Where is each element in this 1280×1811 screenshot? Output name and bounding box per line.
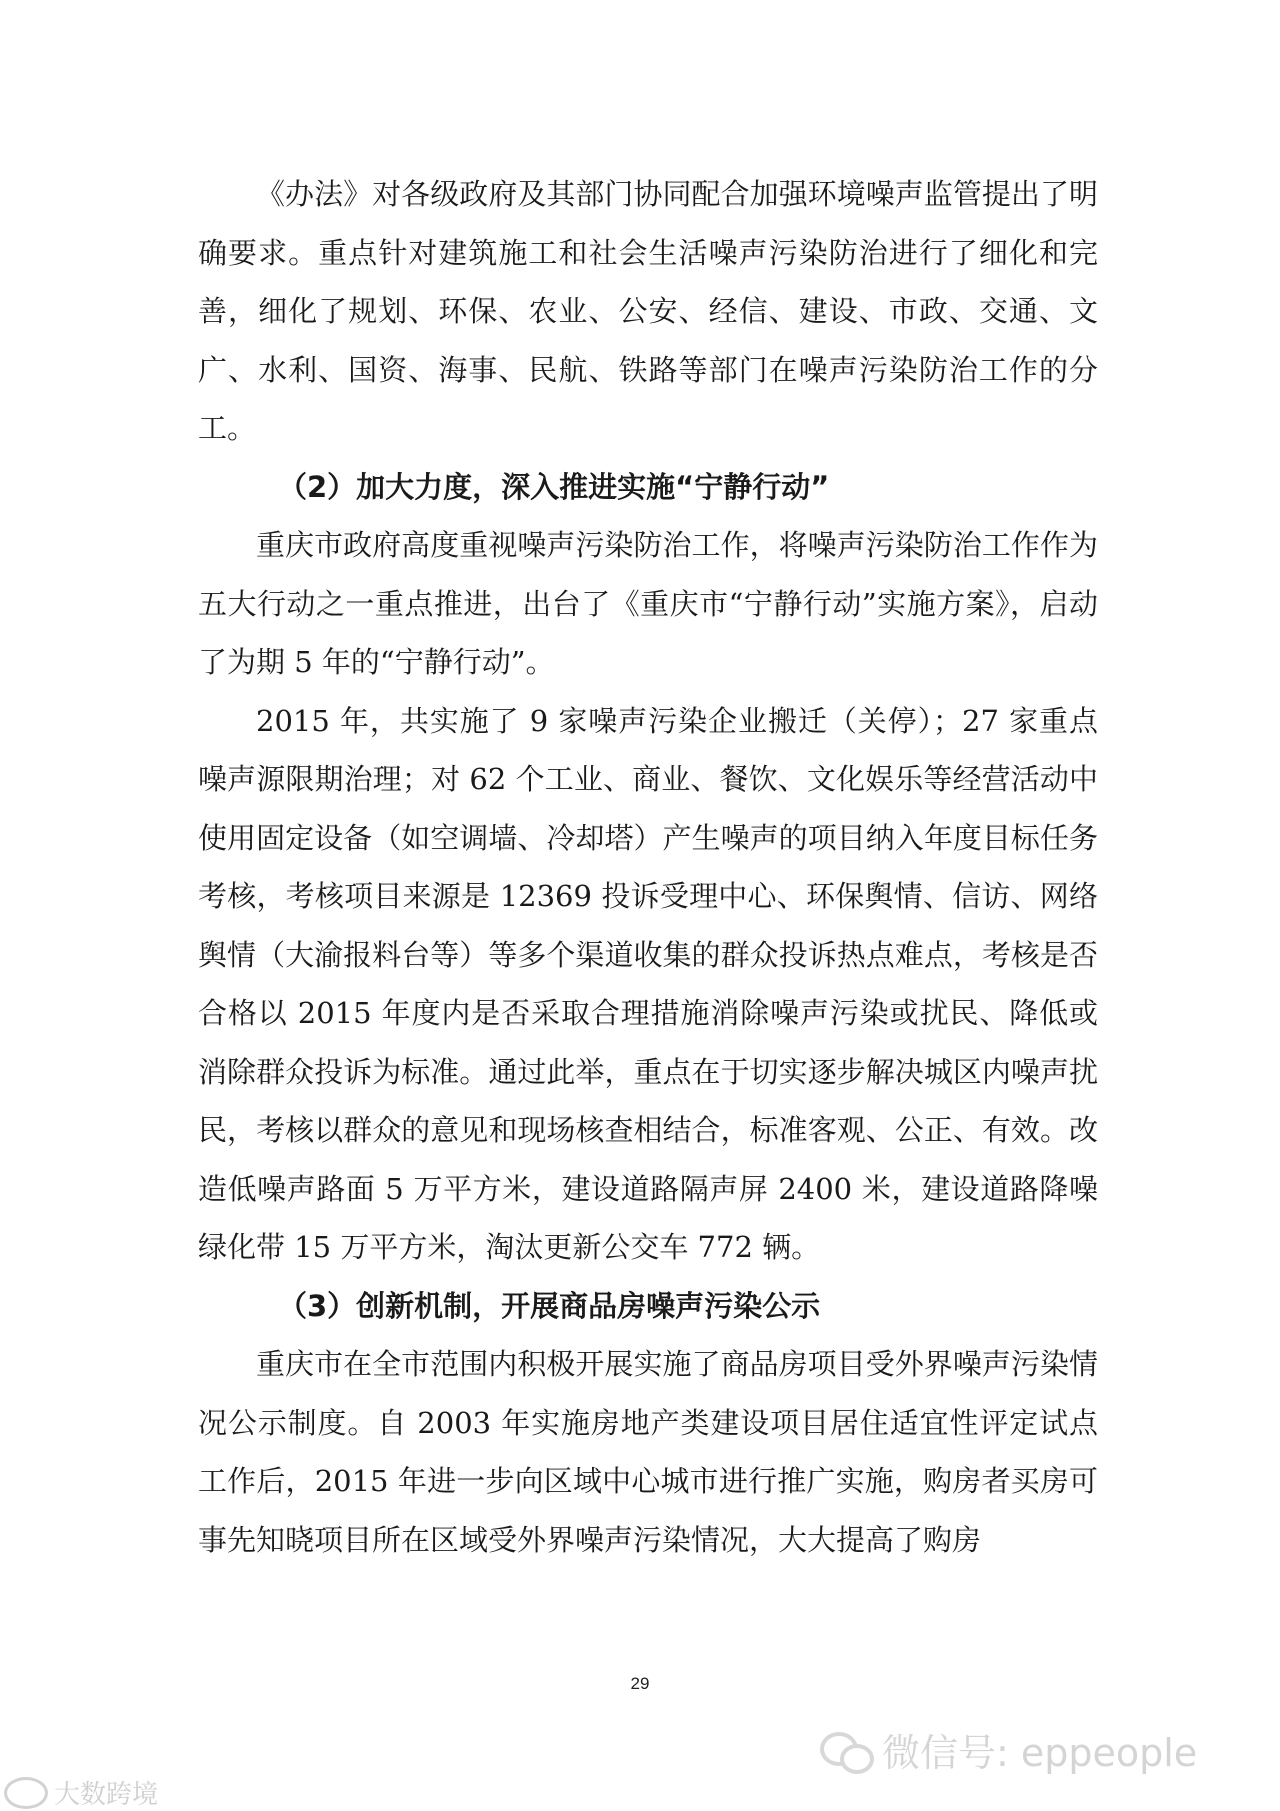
wechat-watermark bbox=[820, 1722, 1197, 1777]
paragraph-quiet-action: 重庆市政府高度重视噪声污染防治工作，将噪声污染防治工作作为五大行动之一重点推进，出台了《重庆市“宁静行动”实施方案》，启动了为期 5 年的“宁静行动”。 bbox=[198, 528, 1098, 679]
brand-text: 大数跨境 bbox=[54, 1780, 159, 1810]
wechat-logo-icon bbox=[820, 1730, 872, 1770]
paragraph-2015-results: 2015 年，共实施了 9 家噪声污染企业搬迁（关停）；27 家重点噪声源限期治理；对 62 个工业、商业、餐饮、文化娱乐等经营活动中使用固定设备（如空调墙、冷却塔）产生噪声的项目纳入年度目标任务考核，考核项目来源是 12369 投诉受理中心、环保舆情、信访、网络舆情（大渝报料台等）等多个渠道收集的群众投诉热点难点，考核是否合格以 2015 年度内是否采取合理措施消除噪声污染或扰民、降低或消除群众投诉为标准。通过此举，重点在于切实逐步解决城区内噪声扰民，考核以群众的意见和现场核查相结合，标准客观、公正、有效。改造低噪声路面 5 万平方米，建设道路隔声屏 2400 米，建设道路降噪绿化带 15 万平方米，淘汰更新公交车 772 辆。 bbox=[198, 703, 1098, 1264]
document-body bbox=[198, 165, 1098, 1569]
paragraph-measures: 《办法》对各级政府及其部门协同配合加强环境噪声监管提出了明确要求。重点针对建筑施工和社会生活噪声污染防治进行了细化和完善，细化了规划、环保、农业、公安、经信、建设、市政、交通、文广、水利、国资、海事、民航、铁路等部门在噪声污染防治工作的分工。 bbox=[198, 177, 1098, 445]
section-heading-2: （2）加大力度，深入推进实施“宁静行动” bbox=[278, 469, 830, 504]
section-heading-3: （3）创新机制，开展商品房噪声污染公示 bbox=[278, 1288, 821, 1323]
brand-watermark bbox=[4, 1774, 158, 1811]
wechat-id-text: 微信号: eppeople bbox=[882, 1731, 1198, 1775]
brand-logo-icon bbox=[4, 1777, 48, 1809]
paragraph-housing-disclosure: 重庆市在全市范围内积极开展实施了商品房项目受外界噪声污染情况公示制度。自 2003 年实施房地产类建设项目居住适宜性评定试点工作后，2015 年进一步向区域中心城市进行推广实施，购房者买房可事先知晓项目所在区域受外界噪声污染情况，大大提高了购房 bbox=[198, 1347, 1098, 1557]
page-number: 29 bbox=[630, 1674, 650, 1693]
